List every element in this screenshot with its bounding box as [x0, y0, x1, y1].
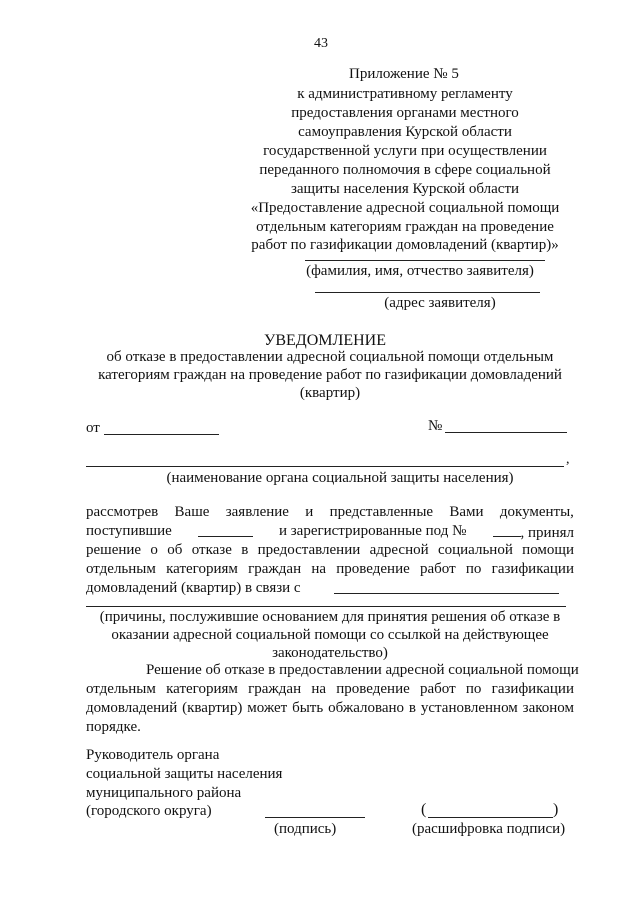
number-field-line[interactable]	[445, 432, 567, 433]
reason-field-line[interactable]	[334, 593, 559, 594]
organization-caption: (наименование органа социальной защиты населения)	[166, 470, 514, 486]
reasons-caption-line: законодательство)	[272, 645, 388, 661]
reasons-caption-line: оказании адресной социальной помощи со ссылкой на действующее	[111, 627, 549, 643]
from-label: от	[86, 420, 100, 436]
appendix-line: работ по газификации домовладений (квартир)»	[251, 237, 559, 253]
appendix-line: предоставления органами местного	[291, 105, 519, 121]
appeal-paragraph-line: отдельным категориям граждан на проведение работ по газификации	[86, 681, 574, 697]
notice-subtitle-line: (квартир)	[299, 385, 361, 401]
reasons-line[interactable]	[86, 606, 566, 607]
notice-subtitle-line: категориям граждан на проведение работ по газификации домовладений	[98, 367, 562, 383]
signature-caption: (подпись)	[274, 821, 337, 837]
body-paragraph-line	[86, 503, 574, 522]
appeal-paragraph-line: порядке.	[86, 719, 141, 735]
word: документы,	[499, 504, 574, 520]
decoding-open-paren: (	[421, 801, 427, 818]
decoding-line[interactable]	[428, 817, 553, 818]
registration-number-blank[interactable]	[493, 522, 521, 537]
body-paragraph-line: отдельным категориям граждан на проведение работ по газификации	[86, 561, 574, 577]
appendix-line: к административному регламенту	[297, 86, 513, 102]
word: и	[305, 504, 314, 520]
registered-label: и зарегистрированные под №	[278, 523, 467, 539]
appendix-line: защиты населения Курской области	[290, 181, 520, 197]
decoding-close-paren: )	[553, 801, 559, 818]
notice-title: УВЕДОМЛЕНИЕ	[264, 332, 386, 349]
signatory-title-line: Руководитель органа	[86, 747, 220, 763]
decoding-caption: (расшифровка подписи)	[412, 821, 566, 837]
appeal-paragraph-line: домовладений (квартир) может быть обжаловано в установленном законом	[86, 700, 574, 716]
applicant-name-line[interactable]	[305, 260, 545, 261]
received-label: поступившие	[86, 523, 172, 539]
signatory-title-line: социальной защиты населения	[86, 766, 283, 782]
reasons-caption-line: (причины, послужившие основанием для принятия решения об отказе в	[99, 609, 561, 625]
signature-line[interactable]	[265, 817, 365, 818]
body-paragraph-line	[86, 522, 574, 543]
word: Вами	[449, 504, 484, 520]
appendix-line: отдельным категориям граждан на проведение	[256, 219, 554, 235]
appendix-line: государственной услуги при осуществлении	[263, 143, 547, 159]
number-label: №	[428, 418, 443, 434]
date-field-line[interactable]	[104, 434, 219, 435]
signatory-title-line: (городского округа)	[86, 803, 212, 819]
received-date-blank[interactable]	[198, 522, 253, 537]
applicant-name-caption: (фамилия, имя, отчество заявителя)	[306, 263, 534, 279]
word: рассмотрев	[86, 504, 159, 520]
word: Ваше	[174, 504, 210, 520]
word: представленные	[329, 504, 434, 520]
page-number: 43	[314, 36, 328, 51]
appendix-title: Приложение № 5	[349, 66, 459, 82]
body-paragraph-line: домовладений (квартир) в связи с	[86, 580, 301, 596]
body-paragraph-line: решение о об отказе в предоставлении адресной социальной помощи	[86, 542, 574, 558]
accepted-label: , принял	[520, 525, 574, 541]
appeal-paragraph-line: Решение об отказе в предоставлении адресной социальной помощи	[146, 662, 579, 678]
organization-comma: ,	[566, 452, 570, 467]
notice-subtitle-line: об отказе в предоставлении адресной социальной помощи отдельным	[106, 349, 554, 365]
appendix-line: самоуправления Курской области	[298, 124, 512, 140]
word: заявление	[225, 504, 289, 520]
organization-line[interactable]	[86, 466, 564, 467]
applicant-address-caption: (адрес заявителя)	[384, 295, 496, 311]
applicant-address-line[interactable]	[315, 292, 540, 293]
appendix-line: «Предоставление адресной социальной помощи	[250, 200, 560, 216]
signatory-title-line: муниципального района	[86, 785, 242, 801]
appendix-line: переданного полномочия в сфере социальной	[259, 162, 551, 178]
